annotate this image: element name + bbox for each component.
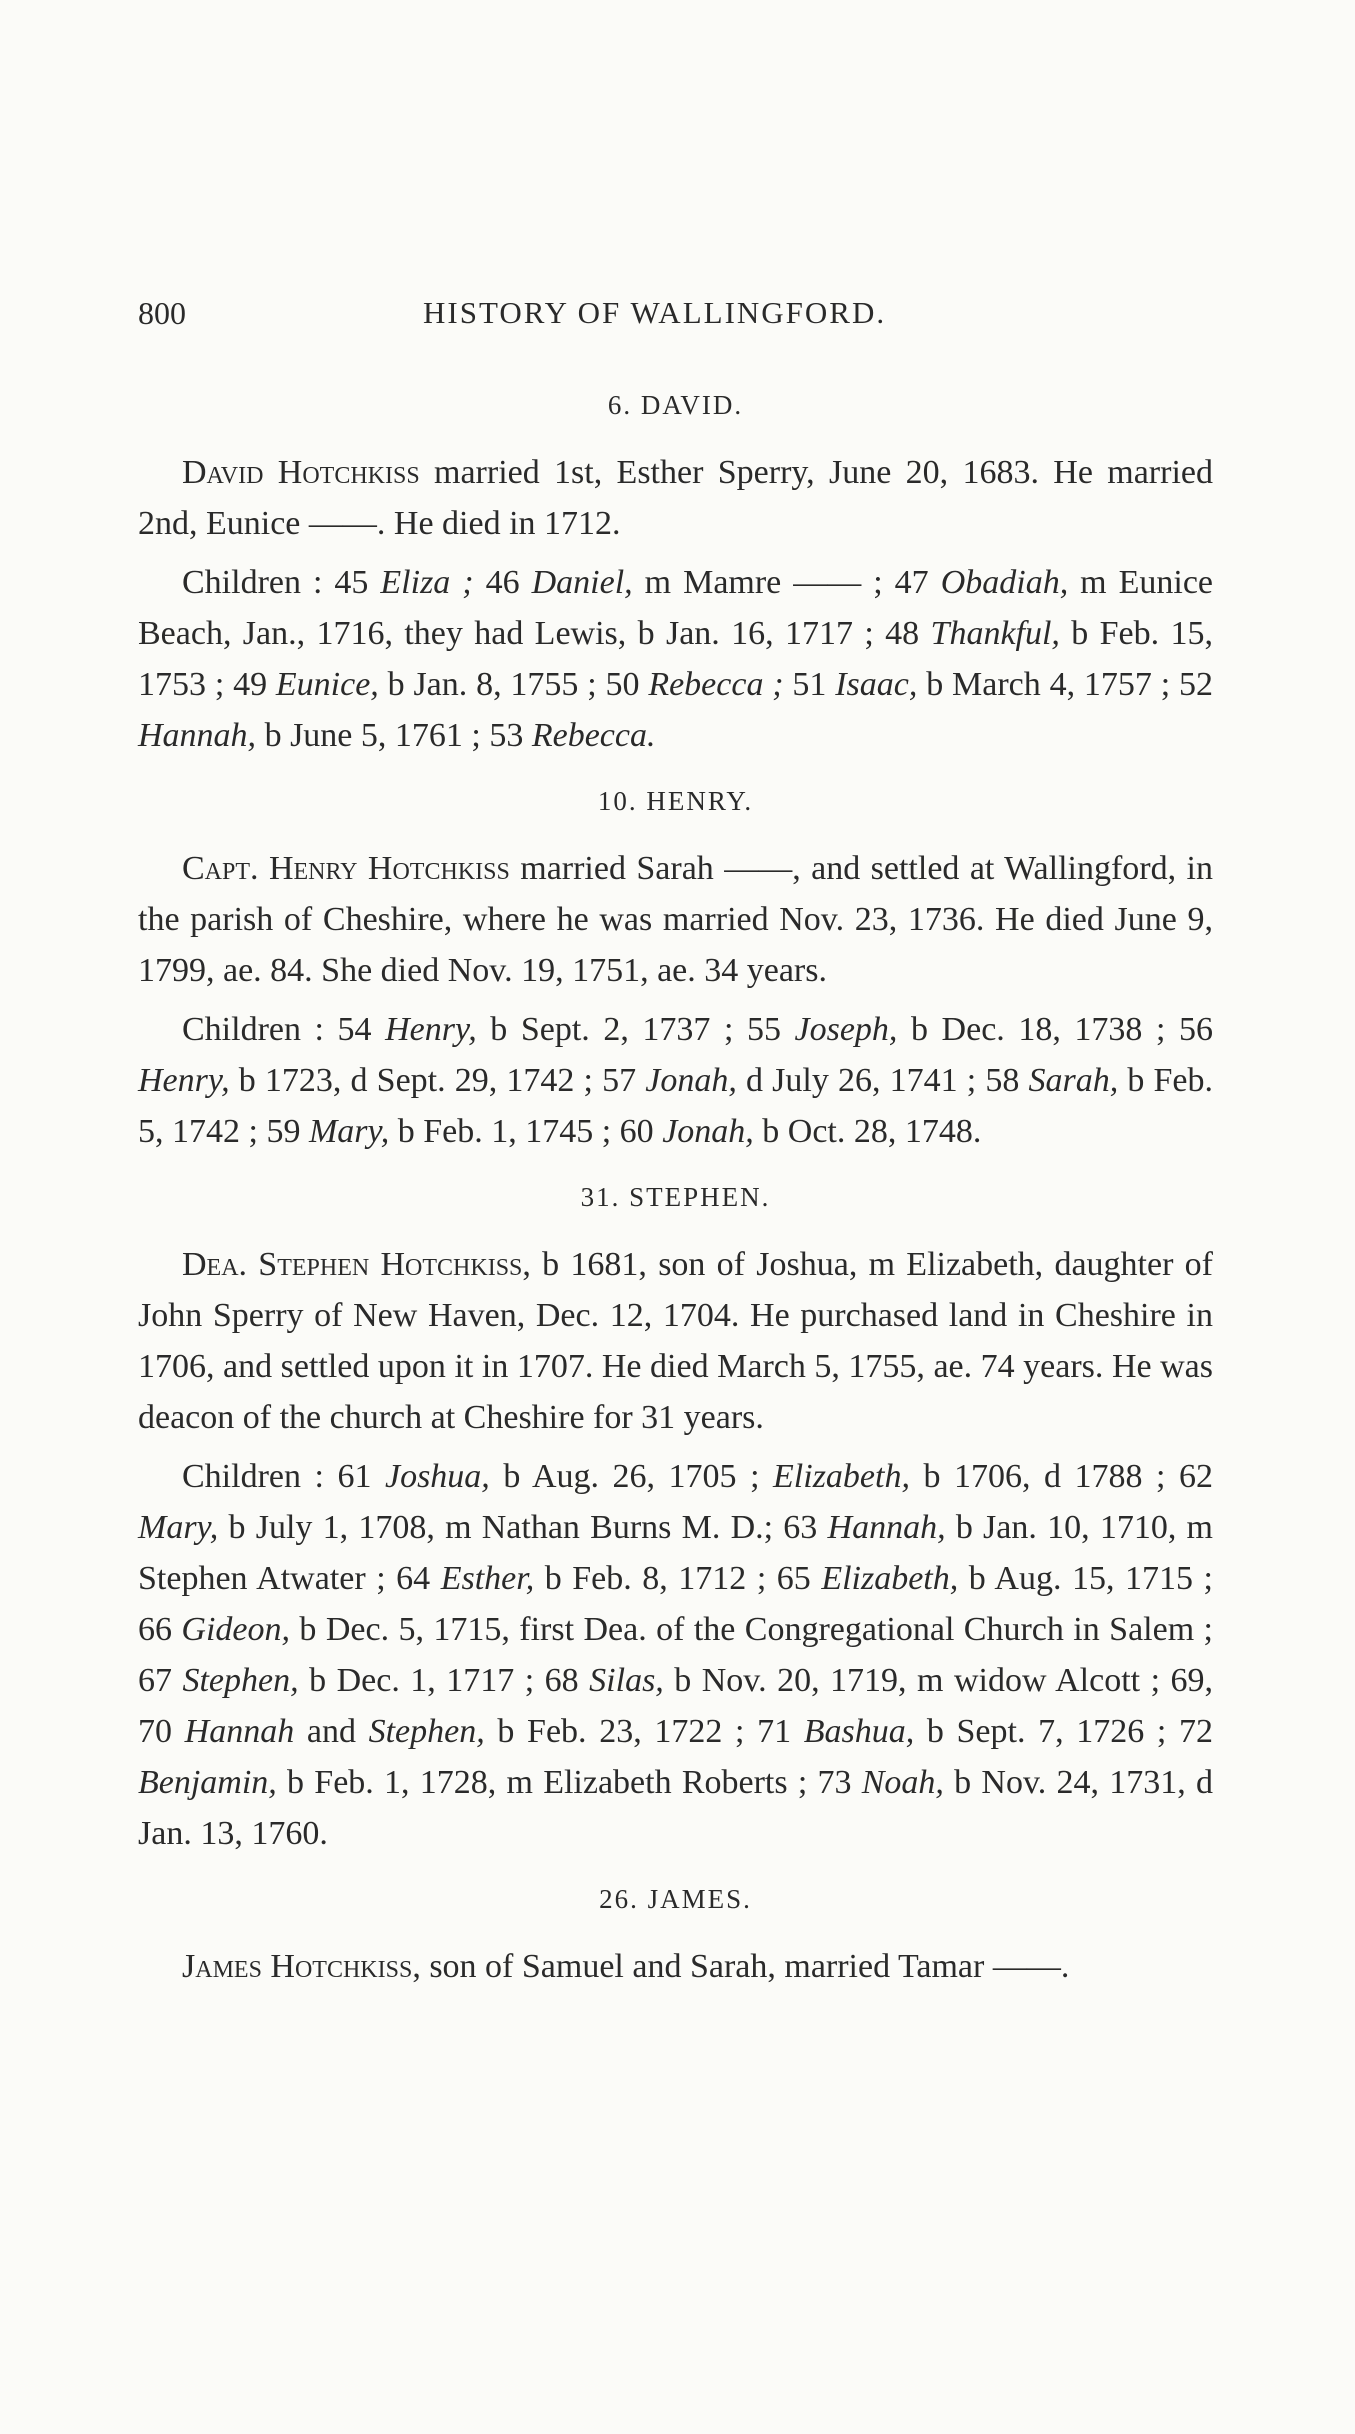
italic-name: Sarah, (1028, 1062, 1119, 1099)
italic-name: Noah, (861, 1764, 944, 1801)
paragraph-david-children (138, 557, 1213, 761)
text-run: b Aug. 15, 1715 ; 66 (138, 1560, 1213, 1648)
italic-name: Eliza ; (380, 564, 474, 601)
italic-name: Rebecca. (531, 717, 656, 754)
italic-name: Stephen, (368, 1713, 485, 1750)
text-run: b 1706, d 1788 ; 62 (909, 1458, 1214, 1495)
running-header (138, 295, 1198, 349)
section-heading-stephen: 31. STEPHEN. (580, 1182, 771, 1212)
text-run: b June 5, 1761 ; 53 (256, 717, 532, 754)
italic-name: Hannah, (138, 717, 257, 754)
paragraph-text: married 1st, Esther Sperry, June 20, 1683. He married 2nd, Eunice ——. He died in 1712. (138, 454, 1213, 542)
text-run: b 1723, d Sept. 29, 1742 ; 57 (229, 1062, 646, 1099)
page-body (138, 385, 1213, 2000)
italic-name: Isaac, (835, 666, 918, 703)
text-run: b Dec. 18, 1738 ; 56 (897, 1011, 1213, 1048)
text-run: b Nov. 20, 1719, m widow Alcott ; 69, 70 (138, 1662, 1214, 1750)
text-run: b Nov. 24, 1731, d Jan. 13, 1760. (138, 1764, 1213, 1852)
italic-name: Silas, (589, 1662, 664, 1699)
italic-name: Jonah, (662, 1113, 754, 1150)
text-run: b Jan. 10, 1710, m Stephen Atwater ; 64 (138, 1509, 1213, 1597)
running-title: HISTORY OF WALLINGFORD. (423, 295, 887, 330)
section-heading-henry: 10. HENRY. (597, 786, 754, 816)
italic-name: Bashua, (803, 1713, 915, 1750)
italic-name: Hannah, (827, 1509, 946, 1546)
text-run: b Dec. 1, 1717 ; 68 (298, 1662, 590, 1699)
text-run: b Jan. 8, 1755 ; 50 (378, 666, 649, 703)
text-run: Children : 45 (182, 564, 381, 601)
text-run: Children : 61 (182, 1458, 385, 1495)
italic-name: Thankful, (930, 615, 1060, 652)
page-number: 800 (138, 295, 186, 331)
text-run: m Eunice Beach, Jan., 1716, they had Lewis, b Jan. 16, 1717 ; 48 (138, 564, 1214, 652)
italic-name: Rebecca ; (648, 666, 784, 703)
text-run: b Feb. 8, 1712 ; 65 (534, 1560, 822, 1597)
section-heading-james: 26. JAMES. (599, 1884, 752, 1914)
section-heading-david: 6. DAVID. (607, 390, 744, 420)
italic-name: Gideon, (181, 1611, 291, 1648)
name-lead: Dea. Stephen Hotchkiss (182, 1246, 523, 1283)
italic-name: Elizabeth, (821, 1560, 959, 1597)
italic-name: Benjamin, (138, 1764, 277, 1801)
italic-name: Hannah (184, 1713, 295, 1750)
text-run: b Feb. 23, 1722 ; 71 (484, 1713, 804, 1750)
italic-name: Joshua, (384, 1458, 490, 1495)
text-run: Children : 54 (182, 1011, 386, 1048)
text-run: b March 4, 1757 ; 52 (917, 666, 1213, 703)
text-run: b Feb. 1, 1728, m Elizabeth Roberts ; 73 (276, 1764, 862, 1801)
text-run: d July 26, 1741 ; 58 (736, 1062, 1029, 1099)
text-run: b Aug. 26, 1705 ; (489, 1458, 774, 1495)
text-run: b Oct. 28, 1748. (753, 1113, 982, 1150)
text-run: 51 (783, 666, 836, 703)
text-run: b July 1, 1708, m Nathan Burns M. D.; 63 (218, 1509, 828, 1546)
italic-name: Mary, (138, 1509, 219, 1546)
text-run: b Sept. 7, 1726 ; 72 (914, 1713, 1214, 1750)
text-run: m Mamre —— ; 47 (632, 564, 941, 601)
text-run: b Sept. 2, 1737 ; 55 (476, 1011, 795, 1048)
name-lead: James Hotchkiss (182, 1948, 413, 1985)
text-run: b Feb. 15, 1753 ; 49 (138, 615, 1214, 703)
text-run: b Dec. 5, 1715, first Dea. of the Congregational Church in Salem ; 67 (138, 1611, 1214, 1699)
paragraph-text: married Sarah ——, and settled at Wallingford, in the parish of Cheshire, where he was married Nov. 23, 1736. He died June 9, 1799, ae. 84. She died Nov. 19, 1751, ae. 34 years. (138, 850, 1213, 989)
text-run: 46 (473, 564, 532, 601)
paragraph-text: , son of Samuel and Sarah, married Tamar ——. (412, 1948, 1070, 1985)
paragraph-stephen-biography (138, 1239, 1213, 1443)
italic-name: Jonah, (645, 1062, 737, 1099)
italic-name: Henry, (138, 1062, 230, 1099)
paragraph-david-marriage (138, 447, 1213, 549)
italic-name: Elizabeth, (773, 1458, 910, 1495)
paragraph-henry-marriage (138, 843, 1213, 996)
text-run: b Feb. 1, 1745 ; 60 (389, 1113, 663, 1150)
italic-name: Mary, (308, 1113, 390, 1150)
italic-name: Joseph, (794, 1011, 898, 1048)
paragraph-henry-children (138, 1004, 1213, 1157)
paragraph-text: , b 1681, son of Joshua, m Elizabeth, daughter of John Sperry of New Haven, Dec. 12, 1704. He purchased land in Cheshire in 1706, and settled upon it in 1707. He died March 5, 1755, ae. 74 years. He was deacon of the church at Cheshire for 31 years. (138, 1246, 1213, 1436)
italic-name: Eunice, (275, 666, 379, 703)
italic-name: Esther, (440, 1560, 535, 1597)
text-run: and (294, 1713, 369, 1750)
italic-name: Obadiah, (940, 564, 1069, 601)
italic-name: Stephen, (182, 1662, 299, 1699)
italic-name: Daniel, (531, 564, 633, 601)
italic-name: Henry, (385, 1011, 477, 1048)
paragraph-james-marriage (138, 1941, 1213, 1992)
name-lead: David Hotchkiss (182, 454, 420, 491)
text-run: b Feb. 5, 1742 ; 59 (138, 1062, 1214, 1150)
name-lead: Capt. Henry Hotchkiss (182, 850, 510, 887)
paragraph-stephen-children (138, 1451, 1213, 1859)
